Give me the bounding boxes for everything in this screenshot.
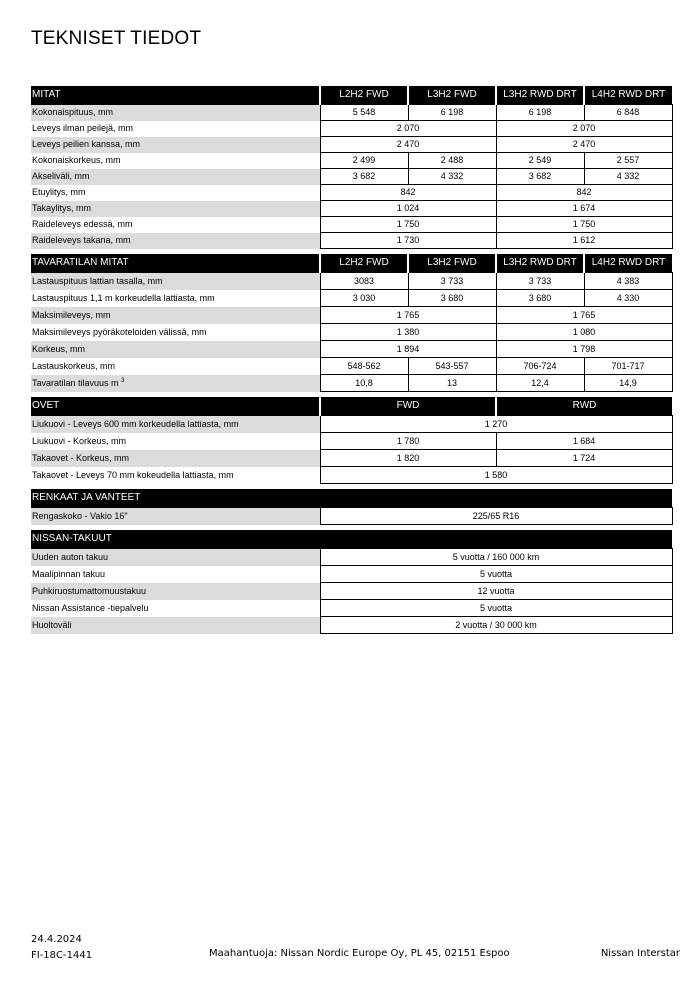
column-header: L3H2 FWD (408, 86, 496, 105)
row-label: Liukuovi - Korkeus, mm (31, 433, 320, 450)
row-label: Leveys ilman peilejä, mm (31, 121, 320, 137)
footer-date: 24.4.2024 (31, 934, 82, 945)
footer-code: FI-18C-1441 (31, 950, 93, 961)
row-label (31, 375, 320, 392)
cell-value: 1 820 (320, 450, 496, 467)
cell-value: 1 674 (496, 201, 672, 217)
table-row (31, 549, 672, 566)
cell-value: 13 (408, 375, 496, 392)
cell-value: 12,4 (496, 375, 584, 392)
row-label: Kokonaiskorkeus, mm (31, 153, 320, 169)
cell-value: 842 (496, 185, 672, 201)
superscript: 3 (121, 378, 125, 384)
table-row (31, 290, 672, 307)
table-row (31, 467, 672, 484)
section-title: OVET (31, 397, 320, 416)
cell-value: 225/65 R16 (320, 508, 672, 525)
table-row (31, 105, 672, 121)
cell-value: 3083 (320, 273, 408, 290)
table-row (31, 508, 672, 525)
section-title: TAVARATILAN MITAT (31, 254, 320, 273)
column-header: RWD (496, 397, 672, 416)
cell-value: 4 332 (584, 169, 672, 185)
cell-value: 14,9 (584, 375, 672, 392)
row-label: Lastauspituus lattian tasalla, mm (31, 273, 320, 290)
cell-value: 1 894 (320, 341, 496, 358)
cell-value: 1 798 (496, 341, 672, 358)
row-label: Rengaskoko - Vakio 16" (31, 508, 320, 525)
section-title: RENKAAT JA VANTEET (31, 489, 672, 508)
table-row (31, 617, 672, 634)
table-header (31, 489, 672, 508)
table-row (31, 375, 672, 392)
cell-value: 6 198 (496, 105, 584, 121)
cell-value: 3 682 (496, 169, 584, 185)
cell-value: 2 070 (320, 121, 496, 137)
cell-value: 6 198 (408, 105, 496, 121)
table-row (31, 433, 672, 450)
row-label: Takaylitys, mm (31, 201, 320, 217)
cell-value: 701-717 (584, 358, 672, 375)
cell-value: 2 549 (496, 153, 584, 169)
cell-value: 1 024 (320, 201, 496, 217)
cell-value: 1 684 (496, 433, 672, 450)
cell-value: 3 030 (320, 290, 408, 307)
row-label-text: Tavaratilan tilavuus m (32, 378, 119, 388)
table-row (31, 273, 672, 290)
column-header: FWD (320, 397, 496, 416)
table-row (31, 137, 672, 153)
cell-value: 1 580 (320, 467, 672, 484)
table-header (31, 86, 672, 105)
section-title: MITAT (31, 86, 320, 105)
mitat-table (31, 86, 673, 249)
table-row (31, 450, 672, 467)
tavaratila-table (31, 254, 673, 392)
column-header: L2H2 FWD (320, 86, 408, 105)
row-label: Kokonaispituus, mm (31, 105, 320, 121)
cell-value: 5 vuotta (320, 566, 672, 583)
cell-value: 5 vuotta (320, 600, 672, 617)
ovet-table (31, 397, 673, 484)
row-label: Nissan Assistance -tiepalvelu (31, 600, 320, 617)
table-row (31, 185, 672, 201)
cell-value: 1 380 (320, 324, 496, 341)
cell-value: 3 733 (408, 273, 496, 290)
table-row (31, 121, 672, 137)
cell-value: 1 750 (320, 217, 496, 233)
cell-value: 1 080 (496, 324, 672, 341)
row-label: Puhkiruostumattomuustakuu (31, 583, 320, 600)
row-label: Huoltoväli (31, 617, 320, 634)
row-label: Leveys peilien kanssa, mm (31, 137, 320, 153)
table-row (31, 233, 672, 249)
row-label: Akseliväli, mm (31, 169, 320, 185)
row-label: Lastauspituus 1,1 m korkeudella lattiasta, mm (31, 290, 320, 307)
row-label: Raideleveys edessä, mm (31, 217, 320, 233)
footer-importer: Maahantuoja: Nissan Nordic Europe Oy, PL 45, 02151 Espoo (209, 948, 510, 959)
cell-value: 706-724 (496, 358, 584, 375)
table-header (31, 397, 672, 416)
cell-value: 4 332 (408, 169, 496, 185)
cell-value: 2 vuotta / 30 000 km (320, 617, 672, 634)
cell-value: 842 (320, 185, 496, 201)
cell-value: 1 750 (496, 217, 672, 233)
column-header: L3H2 RWD DRT (496, 254, 584, 273)
column-header: L3H2 FWD (408, 254, 496, 273)
cell-value: 12 vuotta (320, 583, 672, 600)
section-title: NISSAN-TAKUUT (31, 530, 672, 549)
cell-value: 2 488 (408, 153, 496, 169)
table-header (31, 530, 672, 549)
row-label: Etuylitys, mm (31, 185, 320, 201)
table-row (31, 324, 672, 341)
cell-value: 1 612 (496, 233, 672, 249)
page-title: TEKNISET TIEDOT (31, 28, 202, 49)
cell-value: 4 383 (584, 273, 672, 290)
cell-value: 1 270 (320, 416, 672, 433)
row-label: Korkeus, mm (31, 341, 320, 358)
table-row (31, 169, 672, 185)
row-label: Lastauskorkeus, mm (31, 358, 320, 375)
table-row (31, 153, 672, 169)
row-label: Takaovet - Leveys 70 mm kokeudella lattiasta, mm (31, 467, 320, 484)
table-row (31, 416, 672, 433)
row-label: Uuden auton takuu (31, 549, 320, 566)
cell-value: 2 557 (584, 153, 672, 169)
column-header: L4H2 RWD DRT (584, 254, 672, 273)
cell-value: 5 vuotta / 160 000 km (320, 549, 672, 566)
takuut-table (31, 530, 673, 634)
cell-value: 3 680 (408, 290, 496, 307)
cell-value: 1 765 (320, 307, 496, 324)
cell-value: 543-557 (408, 358, 496, 375)
table-row (31, 341, 672, 358)
cell-value: 2 070 (496, 121, 672, 137)
row-label: Raideleveys takana, mm (31, 233, 320, 249)
cell-value: 3 733 (496, 273, 584, 290)
column-header: L3H2 RWD DRT (496, 86, 584, 105)
row-label: Takaovet - Korkeus, mm (31, 450, 320, 467)
cell-value: 5 548 (320, 105, 408, 121)
column-header: L2H2 FWD (320, 254, 408, 273)
cell-value: 1 780 (320, 433, 496, 450)
cell-value: 1 730 (320, 233, 496, 249)
cell-value: 2 499 (320, 153, 408, 169)
table-row (31, 566, 672, 583)
row-label: Liukuovi - Leveys 600 mm korkeudella lattiasta, mm (31, 416, 320, 433)
cell-value: 3 680 (496, 290, 584, 307)
footer-left (31, 932, 92, 964)
row-label: Maksimileveys pyöräkoteloiden välissä, mm (31, 324, 320, 341)
table-row (31, 307, 672, 324)
cell-value: 1 724 (496, 450, 672, 467)
cell-value: 2 470 (320, 137, 496, 153)
table-row (31, 358, 672, 375)
table-row (31, 217, 672, 233)
row-label: Maksimileveys, mm (31, 307, 320, 324)
cell-value: 4 330 (584, 290, 672, 307)
table-row (31, 201, 672, 217)
table-header (31, 254, 672, 273)
cell-value: 1 765 (496, 307, 672, 324)
cell-value: 6 848 (584, 105, 672, 121)
cell-value: 548-562 (320, 358, 408, 375)
renkaat-table (31, 489, 673, 525)
spec-tables (31, 86, 672, 639)
column-header: L4H2 RWD DRT (584, 86, 672, 105)
table-row (31, 583, 672, 600)
cell-value: 3 682 (320, 169, 408, 185)
cell-value: 10,8 (320, 375, 408, 392)
footer-model: Nissan Interstar (600, 948, 680, 959)
table-row (31, 600, 672, 617)
row-label: Maalipinnan takuu (31, 566, 320, 583)
cell-value: 2 470 (496, 137, 672, 153)
